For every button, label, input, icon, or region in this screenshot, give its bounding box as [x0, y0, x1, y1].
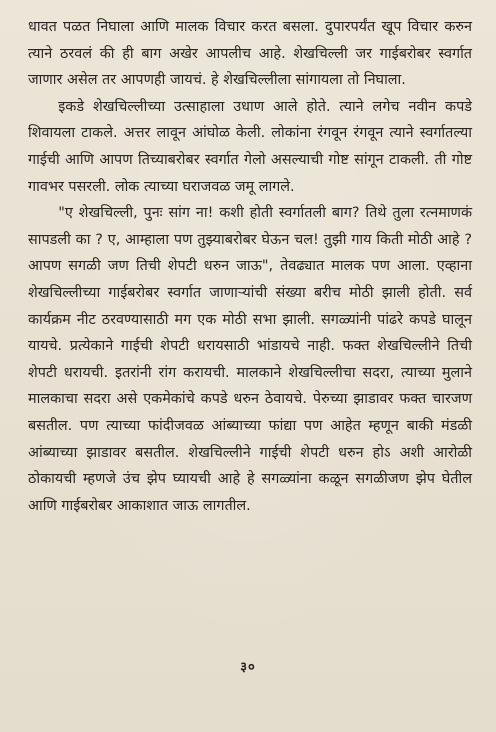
paragraph-2: इकडे शेखचिल्लीच्या उत्साहाला उधाण आले होते. त्याने लगेच नवीन कपडे शिवायला टाकले. अत्तर लावून आंघोळ केली. लोकांना रंगवून रंगवून त्याने स्वर्गातल्या गाईची आणि आपण तिच्याबरोबर स्वर्गात गेलो असल्याची गोष्ट सांगून टाकली. ती गोष्ट गावभर पसरली. लोक त्याच्या घराजवळ जमू लागले. [28, 98, 472, 195]
paragraph-1: धावत पळत निघाला आणि मालक विचार करत बसला. दुपारपर्यंत खूप विचार करुन त्याने ठरवलं की ही बाग अखेर आपलीच आहे. शेखचिल्ली जर गाईबरोबर स्वर्गात जाणार असेल तर आपणही जायचं. हे शेखचिल्लीला सांगायला तो निघाला. [28, 19, 472, 89]
paragraph-3: "ए शेखचिल्ली, पुनः सांग ना! कशी होती स्वर्गातली बाग? तिथे तुला रत्नमाणकं सापडली का ? ए, आम्हाला पण तुझ्याबरोबर घेऊन चल! तुझी गाय किती मोठी आहे ? आपण सगळी जण तिची शेपटी धरुन जाऊ", तेवढ्यात मालक पण आला. एव्हाना शेखचिल्लीच्या गाईबरोबर स्वर्गात जाणाऱ्यांची संख्या बरीच मोठी झाली होती. सर्व कार्यक्रम नीट ठरवण्यासाठी मग एक मोठी सभा झाली. सगळ्यांनी पांढरे कपडे घालून यायचे. प्रत्येकाने गाईची शेपटी धरायसाठी भांडायचे नाही. फक्त शेखचिल्लीने तिची शेपटी धरायची. इतरांनी रांग करायची. मालकाने शेखचिल्लीचा सदरा, त्याच्या मुलाने मालकाचा सदरा असे एकमेकांचे कपडे धरुन ठेवायचे. पेरुच्या झाडावर फक्त चारजण बसतील. पण त्याच्या फांदीजवळ आंब्याच्या फांद्या पण आहेत म्हणून बाकी मंडळी आंब्याच्या झाडावर बसतील. शेखचिल्लीने गाईची शेपटी धरुन होऽ अशी आरोळी ठोकायची म्हणजे उंच झेप घ्यायची आहे हे सगळ्यांना कळून सगळीजण झेप घेतील आणि गाईबरोबर आकाशात जाऊ लागतील. [28, 205, 472, 514]
page-number: ३० [240, 660, 256, 675]
body-text [28, 14, 472, 519]
